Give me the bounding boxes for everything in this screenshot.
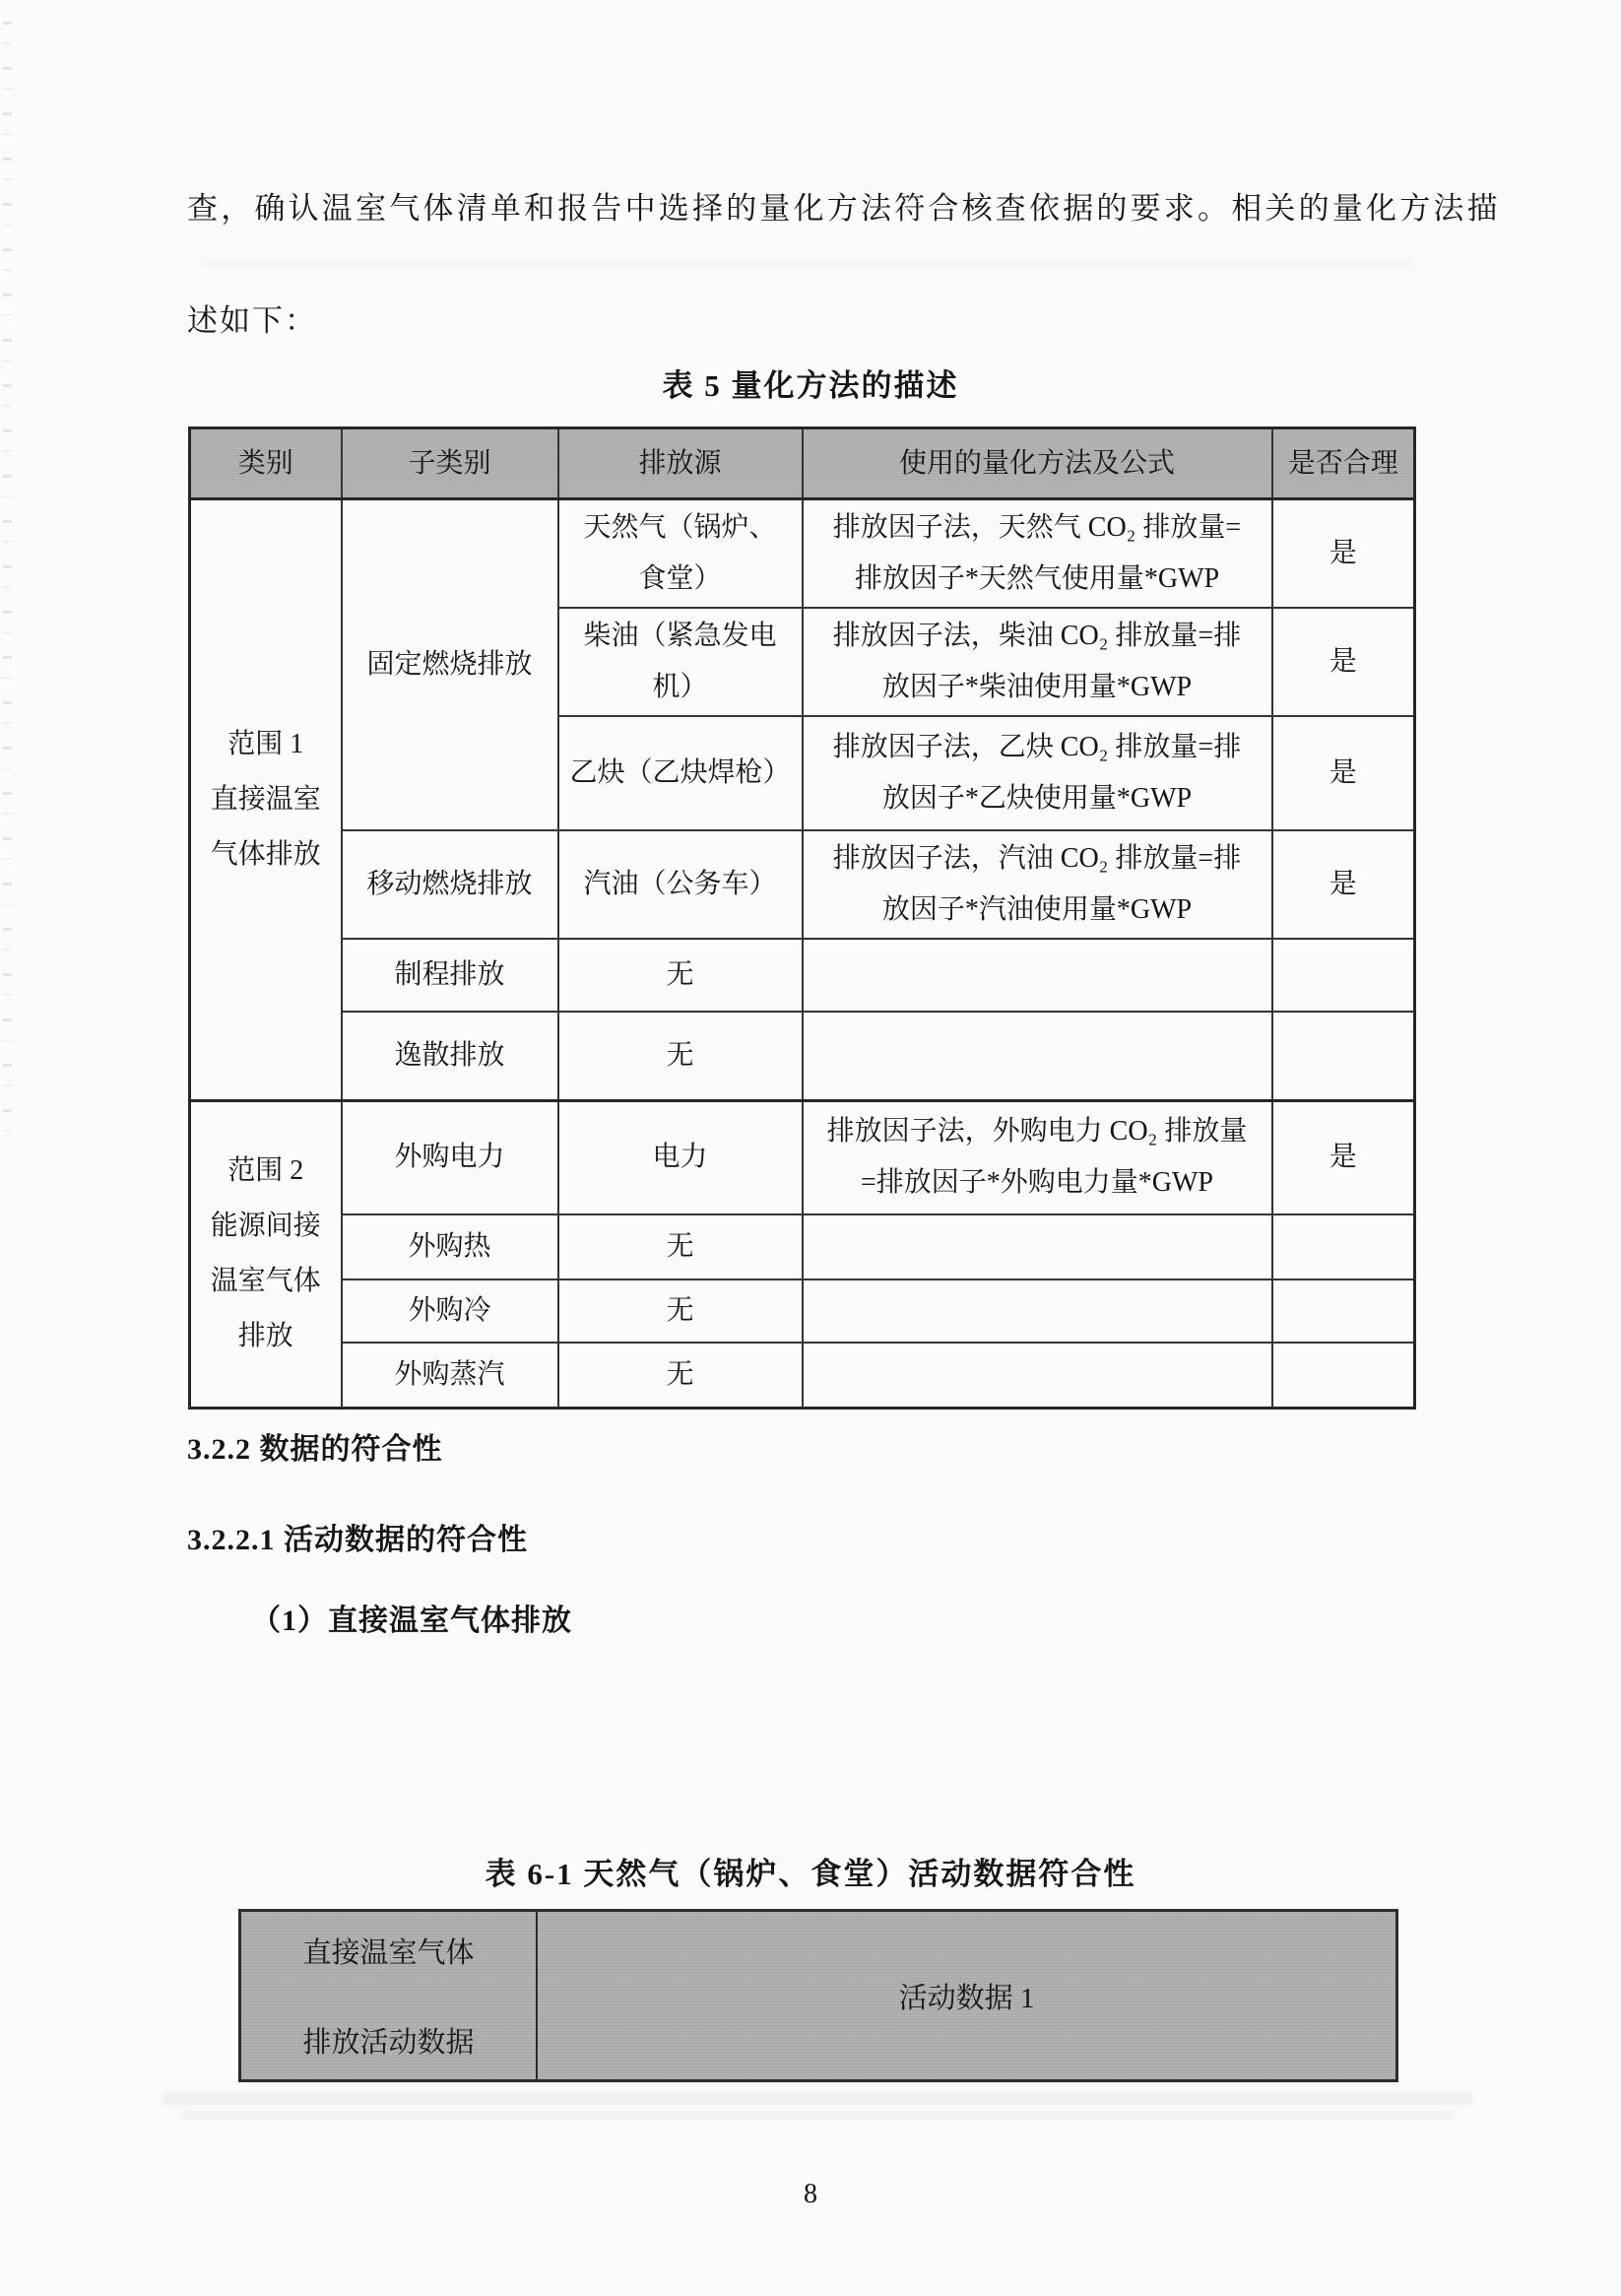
source-cooling: 无: [558, 1279, 803, 1343]
source-electricity: 电力: [558, 1100, 803, 1214]
table-row: [190, 499, 1415, 609]
table-row: [190, 1012, 1415, 1100]
col-header-source: 排放源: [558, 428, 803, 499]
method-electricity: [803, 1100, 1272, 1214]
method-electricity-line1: 排放因子法，外购电力 CO₂ 排放量: [826, 1116, 1248, 1148]
source-heat: 无: [558, 1214, 803, 1279]
left-header-line2: 排放活动数据: [302, 2027, 475, 2059]
heading-item-1: （1）直接温室气体排放: [251, 1605, 572, 1637]
quantification-methods-table: [188, 426, 1416, 1410]
method-acetylene-line2: 放因子*乙炔使用量*GWP: [881, 783, 1193, 814]
page-number: 8: [804, 2179, 817, 2209]
table-row: [190, 830, 1415, 939]
method-diesel: [803, 608, 1272, 716]
source-fugitive: 无: [558, 1012, 803, 1100]
method-electricity-line2: =排放因子*外购电力量*GWP: [860, 1167, 1213, 1199]
method-steam-empty: [803, 1343, 1272, 1408]
method-diesel-line2: 放因子*柴油使用量*GWP: [881, 672, 1193, 702]
subcategory-mobile-combustion: 移动燃烧排放: [342, 830, 558, 939]
table-row: [190, 1343, 1415, 1408]
table-row: [190, 1279, 1415, 1343]
heading-3-2-2: 3.2.2 数据的符合性: [187, 1433, 443, 1466]
method-cooling-empty: [803, 1279, 1272, 1343]
scope1-category-cell: [190, 499, 342, 1101]
reasonable-electricity: 是: [1272, 1100, 1415, 1214]
method-gasoline: [803, 830, 1272, 939]
source-diesel-line1: 柴油（紧急发电: [583, 621, 777, 651]
method-gasoline-line1: 排放因子法，汽油 CO₂ 排放量=排: [832, 843, 1242, 874]
source-gasoline: 汽油（公务车）: [558, 830, 803, 939]
subcategory-purchased-heat: 外购热: [342, 1214, 558, 1279]
table5-header-row: [190, 428, 1415, 499]
reasonable-gasoline: 是: [1272, 830, 1415, 939]
reasonable-steam-empty: [1272, 1343, 1415, 1408]
source-diesel: [558, 608, 803, 716]
activity-data-table: [238, 1909, 1398, 2082]
subcategory-process: 制程排放: [342, 939, 558, 1012]
bleed-through-line: [182, 2110, 1453, 2120]
method-acetylene-line1: 排放因子法，乙炔 CO₂ 排放量=排: [832, 732, 1242, 762]
source-process: 无: [558, 939, 803, 1012]
right-header-label: 活动数据 1: [898, 1982, 1035, 2014]
reasonable-cooling-empty: [1272, 1279, 1415, 1343]
source-natural-gas: [558, 499, 803, 609]
intro-paragraph-line2: 述如下：: [187, 303, 317, 338]
subcategory-purchased-cooling: 外购冷: [342, 1279, 558, 1343]
bleed-through-line: [162, 2092, 1472, 2105]
activity-data-table-left-header: [241, 1912, 538, 2079]
method-natural-gas-line2: 排放因子*天然气使用量*GWP: [854, 563, 1220, 594]
method-natural-gas-line1: 排放因子法，天然气 CO₂ 排放量=: [832, 512, 1242, 543]
method-heat-empty: [803, 1214, 1272, 1279]
intro-paragraph-line1: 查，确认温室气体清单和报告中选择的量化方法符合核查依据的要求。相关的量化方法描: [187, 191, 1501, 226]
col-header-subcategory: 子类别: [342, 428, 558, 499]
col-header-category: 类别: [190, 428, 342, 499]
method-diesel-line1: 排放因子法，柴油 CO₂ 排放量=排: [832, 621, 1242, 651]
reasonable-heat-empty: [1272, 1214, 1415, 1279]
source-acetylene: 乙炔（乙炔焊枪）: [558, 716, 803, 830]
reasonable-fugitive-empty: [1272, 1012, 1415, 1100]
subcategory-purchased-electricity: 外购电力: [342, 1100, 558, 1214]
reasonable-acetylene: 是: [1272, 716, 1415, 830]
method-fugitive-empty: [803, 1012, 1272, 1100]
method-gasoline-line2: 放因子*汽油使用量*GWP: [881, 894, 1193, 925]
scope1-label-line1: 范围 1: [227, 728, 304, 759]
bleed-through-line: [202, 258, 1413, 267]
left-header-line1: 直接温室气体: [302, 1937, 475, 1969]
scope2-category-cell: [190, 1100, 342, 1408]
reasonable-diesel: 是: [1272, 608, 1415, 716]
col-header-reasonable: 是否合理: [1272, 428, 1415, 499]
scan-edge-artifact: [3, 22, 12, 1154]
source-diesel-line2: 机）: [652, 672, 708, 702]
table-row: [190, 939, 1415, 1012]
method-process-empty: [803, 939, 1272, 1012]
scope2-label-line1: 范围 2: [227, 1155, 304, 1186]
table-row: [190, 1214, 1415, 1279]
table5-title: 表 5 量化方法的描述: [662, 368, 959, 403]
reasonable-natural-gas: 是: [1272, 499, 1415, 609]
subcategory-fugitive: 逸散排放: [342, 1012, 558, 1100]
col-header-method: 使用的量化方法及公式: [803, 428, 1272, 499]
table6-1-title: 表 6-1 天然气（锅炉、食堂）活动数据符合性: [485, 1857, 1136, 1891]
scope1-label-line2: 直接温室气体排放: [210, 783, 321, 870]
source-natural-gas-line2: 食堂）: [638, 563, 722, 594]
source-natural-gas-line1: 天然气（锅炉、: [583, 512, 777, 543]
heading-3-2-2-1: 3.2.2.1 活动数据的符合性: [187, 1524, 528, 1556]
method-acetylene: [803, 716, 1272, 830]
table-row: [190, 1100, 1415, 1214]
subcategory-purchased-steam: 外购蒸汽: [342, 1343, 558, 1408]
source-steam: 无: [558, 1343, 803, 1408]
subcategory-fixed-combustion: 固定燃烧排放: [342, 499, 558, 831]
reasonable-process-empty: [1272, 939, 1415, 1012]
activity-data-table-right-header: [538, 1912, 1395, 2079]
method-natural-gas: [803, 499, 1272, 609]
scope2-label-line2: 能源间接温室气体排放: [210, 1211, 321, 1351]
